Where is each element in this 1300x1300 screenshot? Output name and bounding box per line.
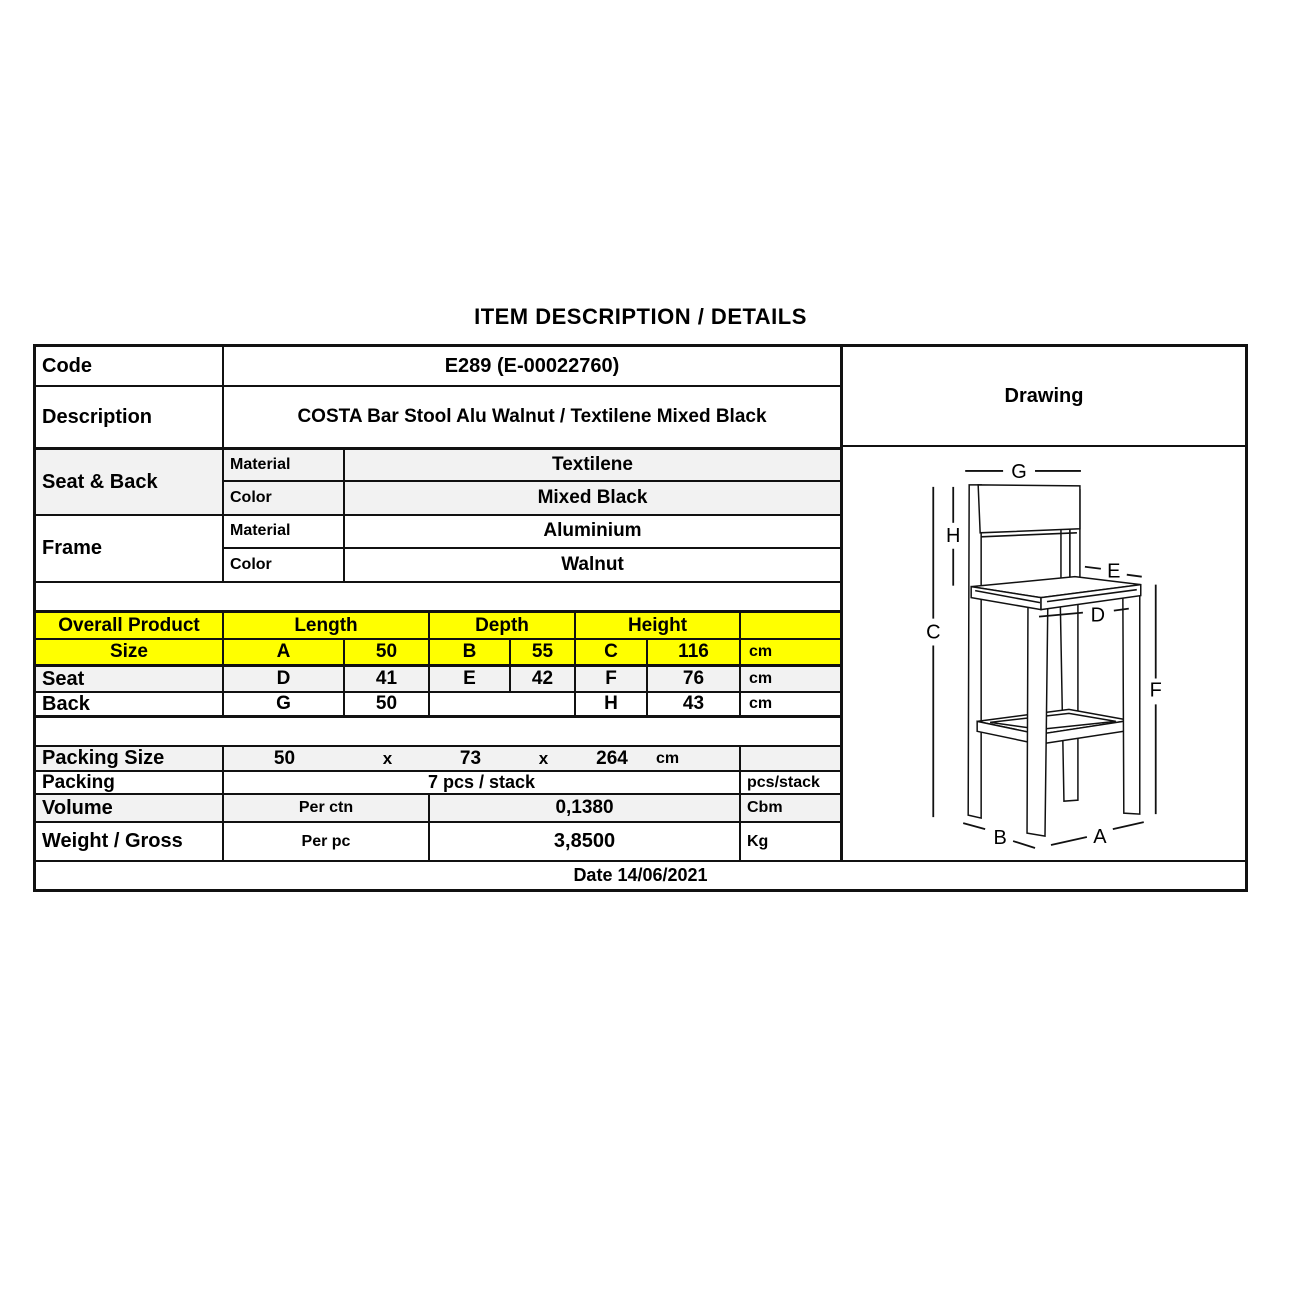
- volume-unit: Cbm: [747, 799, 783, 816]
- seat-back-label: Seat & Back: [36, 450, 224, 514]
- packing-size-row: [36, 747, 840, 772]
- dim-d-label: D: [1090, 604, 1106, 627]
- dim-g-label: G: [1011, 460, 1027, 483]
- seat-size-label: Seat: [36, 667, 224, 691]
- volume-value: 0,1380: [430, 795, 741, 821]
- seat-height-key: F: [576, 667, 648, 691]
- overall-depth-value: 55: [511, 640, 576, 664]
- volume-basis: Per ctn: [224, 795, 430, 821]
- dim-a-line-right: [1113, 822, 1144, 829]
- spec-table: [33, 344, 1248, 892]
- code-value: E289 (E-00022760): [444, 354, 620, 377]
- overall-height-key: C: [576, 640, 648, 664]
- frame-color-label: Color: [224, 549, 345, 582]
- seat-back-section: [36, 450, 840, 516]
- overall-length-key: A: [224, 640, 345, 664]
- stool-rear-right-leg: [1060, 584, 1078, 801]
- seat-depth-key: E: [430, 667, 511, 691]
- frame-color-value: Walnut: [561, 553, 624, 575]
- back-unit: cm: [749, 695, 773, 712]
- size-header-empty-cell: [741, 613, 840, 638]
- date-value: Date 14/06/2021: [573, 865, 708, 885]
- table-panes: [36, 347, 1245, 860]
- packing-size-sep2: x: [538, 748, 549, 768]
- spacer-row: [36, 583, 840, 613]
- packing-size-height: 264: [596, 747, 628, 769]
- packing-size-empty-cell: [741, 747, 840, 770]
- seat-height-value: 76: [648, 667, 741, 691]
- size-header-row-2: [36, 640, 840, 667]
- height-header: Height: [576, 613, 741, 638]
- packing-size-depth: 73: [459, 747, 482, 769]
- weight-value: 3,8500: [430, 823, 741, 860]
- stool-rear-left-leg: [968, 485, 981, 818]
- dim-f-label: F: [1149, 679, 1162, 702]
- frame-material-label: Material: [224, 516, 345, 549]
- weight-row: [36, 823, 840, 860]
- weight-unit: Kg: [747, 832, 769, 850]
- date-row: [36, 860, 1245, 889]
- code-row: [36, 347, 840, 387]
- drawing-pane: [843, 347, 1245, 860]
- back-height-key: H: [576, 693, 648, 715]
- packing-size-label: Packing Size: [36, 747, 224, 770]
- frame-material-value: Aluminium: [345, 516, 840, 549]
- dim-e-line-right: [1127, 575, 1142, 577]
- stool-line-drawing: [843, 447, 1245, 860]
- overall-length-value: 50: [345, 640, 430, 664]
- frame-section: [36, 516, 840, 583]
- stool-front-right-leg: [1123, 585, 1140, 814]
- seat-size-row: [36, 667, 840, 693]
- weight-basis: Per pc: [224, 823, 430, 860]
- volume-label: Volume: [36, 795, 224, 821]
- packing-size-unit: cm: [648, 747, 741, 770]
- code-label: Code: [36, 347, 224, 385]
- frame-label: Frame: [36, 516, 224, 581]
- description-row: [36, 387, 840, 450]
- page-title: ITEM DESCRIPTION / DETAILS: [474, 304, 807, 329]
- stool-front-left-leg: [1027, 590, 1048, 836]
- seat-back-material-value: Textilene: [345, 450, 840, 482]
- packing-label: Packing: [36, 772, 224, 793]
- dim-a-label: A: [1093, 826, 1107, 849]
- dim-c-label: C: [926, 621, 941, 644]
- dim-e-line-left: [1085, 567, 1101, 569]
- packing-size-length: 50: [273, 747, 296, 769]
- dim-b-label: B: [993, 827, 1007, 850]
- packing-size-sep1: x: [382, 748, 393, 768]
- seat-depth-value: 42: [511, 667, 576, 691]
- seat-length-key: D: [224, 667, 345, 691]
- back-length-key: G: [224, 693, 345, 715]
- size-header-row-1: [36, 613, 840, 640]
- overall-depth-key: B: [430, 640, 511, 664]
- packing-unit: pcs/stack: [747, 773, 820, 791]
- description-value: COSTA Bar Stool Alu Walnut / Textilene Mixed Black: [297, 406, 767, 427]
- depth-header: Depth: [430, 613, 576, 638]
- seat-back-material-label: Material: [224, 450, 345, 482]
- overall-height-value: 116: [648, 640, 741, 664]
- back-length-value: 50: [345, 693, 430, 715]
- stool-drawing: [843, 447, 1245, 860]
- dim-a-line-left: [1051, 837, 1087, 845]
- seat-length-value: 41: [345, 667, 430, 691]
- drawing-header: Drawing: [843, 347, 1245, 447]
- seat-unit: cm: [749, 670, 773, 687]
- spacer-row: [36, 718, 840, 747]
- seat-back-color-value: Mixed Black: [537, 487, 648, 508]
- packing-value: 7 pcs / stack: [224, 772, 741, 793]
- back-size-label: Back: [36, 693, 224, 715]
- description-label: Description: [36, 387, 224, 447]
- length-header: Length: [224, 613, 430, 638]
- seat-back-color-label: Color: [224, 482, 345, 514]
- packing-row: [36, 772, 840, 795]
- dim-h-label: H: [946, 524, 961, 547]
- back-height-value: 43: [648, 693, 741, 715]
- dim-b-line-left: [963, 823, 985, 829]
- overall-unit: cm: [749, 643, 773, 660]
- volume-row: [36, 795, 840, 823]
- stool-backrest-panel: [978, 485, 1080, 533]
- weight-label: Weight / Gross: [36, 823, 224, 860]
- back-size-row: [36, 693, 840, 718]
- dim-e-label: E: [1107, 560, 1121, 583]
- size-title-line2: Size: [36, 640, 224, 664]
- back-depth-empty-cell: [430, 693, 576, 715]
- size-title-line1: Overall Product: [36, 613, 224, 638]
- dim-b-line-right: [1013, 841, 1035, 848]
- details-pane: [36, 347, 843, 860]
